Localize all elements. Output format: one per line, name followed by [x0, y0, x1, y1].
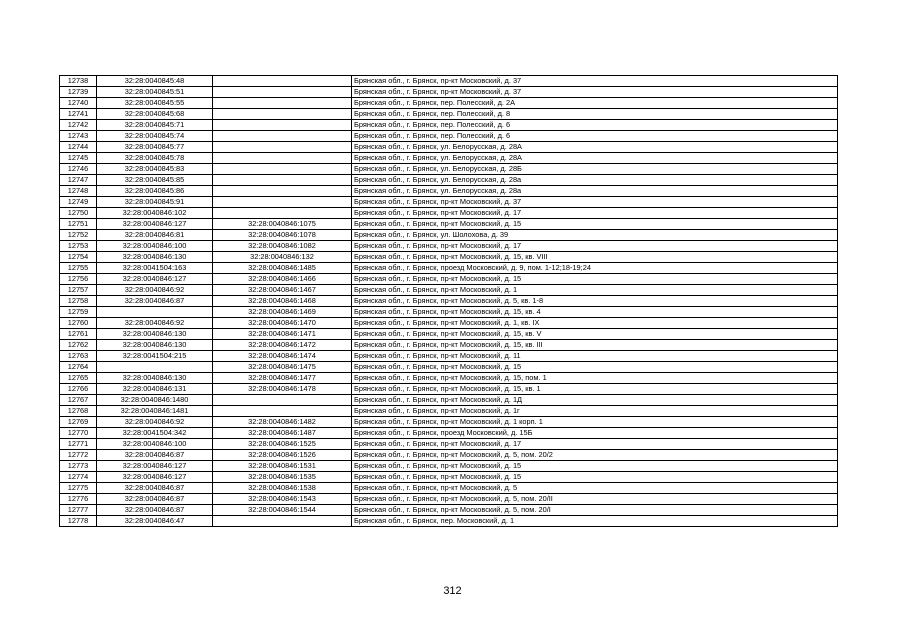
address-cell: Брянская обл., г. Брянск, пр-кт Московский, д. 11 [352, 351, 838, 362]
table-row [60, 296, 838, 307]
object-cadastral-number-cell [213, 186, 352, 197]
address-cell: Брянская обл., г. Брянск, ул. Белорусская, д. 28а [352, 175, 838, 186]
row-number-cell: 12752 [60, 230, 97, 241]
address-cell: Брянская обл., г. Брянск, пр-кт Московский, д. 15 [352, 362, 838, 373]
address-cell: Брянская обл., г. Брянск, пр-кт Московский, д. 15, кв. VIII [352, 252, 838, 263]
parcel-cadastral-number-cell: 32:28:0040846:127 [97, 472, 213, 483]
parcel-cadastral-number-cell: 32:28:0040846:127 [97, 461, 213, 472]
object-cadastral-number-cell: 32:28:0040846:1470 [213, 318, 352, 329]
table-row [60, 329, 838, 340]
address-cell: Брянская обл., г. Брянск, ул. Белорусская, д. 28А [352, 153, 838, 164]
parcel-cadastral-number-cell: 32:28:0040845:83 [97, 164, 213, 175]
row-number-cell: 12759 [60, 307, 97, 318]
object-cadastral-number-cell: 32:28:0040846:1485 [213, 263, 352, 274]
parcel-cadastral-number-cell: 32:28:0040846:92 [97, 318, 213, 329]
table-row [60, 76, 838, 87]
parcel-cadastral-number-cell: 32:28:0040846:127 [97, 274, 213, 285]
parcel-cadastral-number-cell: 32:28:0041504:342 [97, 428, 213, 439]
row-number-cell: 12756 [60, 274, 97, 285]
table-row [60, 131, 838, 142]
registry-table [59, 75, 838, 527]
parcel-cadastral-number-cell: 32:28:0040845:48 [97, 76, 213, 87]
address-cell: Брянская обл., г. Брянск, пр-кт Московский, д. 1 корп. 1 [352, 417, 838, 428]
address-cell: Брянская обл., г. Брянск, пр-кт Московский, д. 15, кв. 4 [352, 307, 838, 318]
address-cell: Брянская обл., г. Брянск, пр-кт Московский, д. 37 [352, 197, 838, 208]
parcel-cadastral-number-cell: 32:28:0040846:87 [97, 505, 213, 516]
address-cell: Брянская обл., г. Брянск, пер. Полесский, д. 6 [352, 131, 838, 142]
address-cell: Брянская обл., г. Брянск, ул. Шолохова, д. 39 [352, 230, 838, 241]
parcel-cadastral-number-cell: 32:28:0040845:55 [97, 98, 213, 109]
row-number-cell: 12767 [60, 395, 97, 406]
object-cadastral-number-cell: 32:28:0040846:1478 [213, 384, 352, 395]
table-row [60, 483, 838, 494]
address-cell: Брянская обл., г. Брянск, ул. Белорусская, д. 28а [352, 186, 838, 197]
table-row [60, 142, 838, 153]
row-number-cell: 12778 [60, 516, 97, 527]
object-cadastral-number-cell: 32:28:0040846:1475 [213, 362, 352, 373]
row-number-cell: 12772 [60, 450, 97, 461]
table-row [60, 494, 838, 505]
parcel-cadastral-number-cell: 32:28:0040846:130 [97, 329, 213, 340]
table-row [60, 230, 838, 241]
parcel-cadastral-number-cell: 32:28:0040846:130 [97, 340, 213, 351]
object-cadastral-number-cell: 32:28:0040846:1474 [213, 351, 352, 362]
parcel-cadastral-number-cell: 32:28:0040846:92 [97, 285, 213, 296]
address-cell: Брянская обл., г. Брянск, пр-кт Московский, д. 5 [352, 483, 838, 494]
object-cadastral-number-cell [213, 516, 352, 527]
address-cell: Брянская обл., г. Брянск, пр-кт Московский, д. 15, пом. 1 [352, 373, 838, 384]
row-number-cell: 12774 [60, 472, 97, 483]
object-cadastral-number-cell [213, 164, 352, 175]
address-cell: Брянская обл., г. Брянск, пер. Полесский, д. 6 [352, 120, 838, 131]
address-cell: Брянская обл., г. Брянск, пр-кт Московский, д. 17 [352, 439, 838, 450]
address-cell: Брянская обл., г. Брянск, пр-кт Московский, д. 5, пом. 20/I [352, 505, 838, 516]
object-cadastral-number-cell [213, 109, 352, 120]
row-number-cell: 12746 [60, 164, 97, 175]
table-row [60, 109, 838, 120]
parcel-cadastral-number-cell: 32:28:0041504:163 [97, 263, 213, 274]
table-row [60, 340, 838, 351]
parcel-cadastral-number-cell: 32:28:0040846:47 [97, 516, 213, 527]
object-cadastral-number-cell: 32:28:0040846:1469 [213, 307, 352, 318]
row-number-cell: 12775 [60, 483, 97, 494]
object-cadastral-number-cell: 32:28:0040846:1538 [213, 483, 352, 494]
parcel-cadastral-number-cell: 32:28:0040845:85 [97, 175, 213, 186]
object-cadastral-number-cell [213, 142, 352, 153]
object-cadastral-number-cell [213, 175, 352, 186]
parcel-cadastral-number-cell: 32:28:0040846:87 [97, 483, 213, 494]
address-cell: Брянская обл., г. Брянск, ул. Белорусская, д. 28Б [352, 164, 838, 175]
row-number-cell: 12773 [60, 461, 97, 472]
address-cell: Брянская обл., г. Брянск, пер. Полесский, д. 2А [352, 98, 838, 109]
table-row [60, 373, 838, 384]
table-row [60, 186, 838, 197]
object-cadastral-number-cell: 32:28:0040846:1531 [213, 461, 352, 472]
address-cell: Брянская обл., г. Брянск, пр-кт Московский, д. 15, кв. 1 [352, 384, 838, 395]
parcel-cadastral-number-cell: 32:28:0040846:87 [97, 450, 213, 461]
table-row [60, 219, 838, 230]
table-row [60, 362, 838, 373]
address-cell: Брянская обл., г. Брянск, пер. Московский, д. 1 [352, 516, 838, 527]
table-row [60, 285, 838, 296]
object-cadastral-number-cell [213, 76, 352, 87]
parcel-cadastral-number-cell: 32:28:0040845:71 [97, 120, 213, 131]
row-number-cell: 12748 [60, 186, 97, 197]
row-number-cell: 12744 [60, 142, 97, 153]
object-cadastral-number-cell [213, 98, 352, 109]
object-cadastral-number-cell: 32:28:0040846:1487 [213, 428, 352, 439]
table-row [60, 461, 838, 472]
table-row [60, 516, 838, 527]
table-row [60, 439, 838, 450]
object-cadastral-number-cell: 32:28:0040846:1544 [213, 505, 352, 516]
address-cell: Брянская обл., г. Брянск, проезд Московский, д. 15Б [352, 428, 838, 439]
address-cell: Брянская обл., г. Брянск, ул. Белорусская, д. 28А [352, 142, 838, 153]
row-number-cell: 12753 [60, 241, 97, 252]
parcel-cadastral-number-cell: 32:28:0040845:86 [97, 186, 213, 197]
registry-table-body [60, 76, 838, 527]
row-number-cell: 12764 [60, 362, 97, 373]
object-cadastral-number-cell: 32:28:0040846:1075 [213, 219, 352, 230]
parcel-cadastral-number-cell: 32:28:0040845:91 [97, 197, 213, 208]
table-row [60, 395, 838, 406]
object-cadastral-number-cell: 32:28:0040846:1472 [213, 340, 352, 351]
row-number-cell: 12762 [60, 340, 97, 351]
parcel-cadastral-number-cell [97, 307, 213, 318]
address-cell: Брянская обл., г. Брянск, пр-кт Московский, д. 15, кв. III [352, 340, 838, 351]
address-cell: Брянская обл., г. Брянск, проезд Московский, д. 9, пом. 1-12;18-19;24 [352, 263, 838, 274]
table-row [60, 472, 838, 483]
parcel-cadastral-number-cell [97, 362, 213, 373]
page-number: 312 [443, 585, 462, 597]
address-cell: Брянская обл., г. Брянск, пр-кт Московский, д. 37 [352, 76, 838, 87]
row-number-cell: 12741 [60, 109, 97, 120]
address-cell: Брянская обл., г. Брянск, пр-кт Московский, д. 15, кв. V [352, 329, 838, 340]
parcel-cadastral-number-cell: 32:28:0040846:87 [97, 494, 213, 505]
table-row [60, 450, 838, 461]
row-number-cell: 12776 [60, 494, 97, 505]
object-cadastral-number-cell [213, 120, 352, 131]
row-number-cell: 12749 [60, 197, 97, 208]
parcel-cadastral-number-cell: 32:28:0040846:127 [97, 219, 213, 230]
object-cadastral-number-cell: 32:28:0040846:1477 [213, 373, 352, 384]
parcel-cadastral-number-cell: 32:28:0040846:100 [97, 241, 213, 252]
parcel-cadastral-number-cell: 32:28:0040846:131 [97, 384, 213, 395]
address-cell: Брянская обл., г. Брянск, пр-кт Московский, д. 15 [352, 472, 838, 483]
row-number-cell: 12751 [60, 219, 97, 230]
object-cadastral-number-cell: 32:28:0040846:1082 [213, 241, 352, 252]
table-row [60, 153, 838, 164]
parcel-cadastral-number-cell: 32:28:0040845:78 [97, 153, 213, 164]
address-cell: Брянская обл., г. Брянск, пр-кт Московский, д. 15 [352, 274, 838, 285]
row-number-cell: 12770 [60, 428, 97, 439]
row-number-cell: 12747 [60, 175, 97, 186]
table-row [60, 120, 838, 131]
row-number-cell: 12742 [60, 120, 97, 131]
table-row [60, 417, 838, 428]
object-cadastral-number-cell [213, 153, 352, 164]
row-number-cell: 12754 [60, 252, 97, 263]
object-cadastral-number-cell: 32:28:0040846:1078 [213, 230, 352, 241]
row-number-cell: 12761 [60, 329, 97, 340]
object-cadastral-number-cell: 32:28:0040846:1525 [213, 439, 352, 450]
address-cell: Брянская обл., г. Брянск, пер. Полесский, д. 8 [352, 109, 838, 120]
object-cadastral-number-cell: 32:28:0040846:1471 [213, 329, 352, 340]
row-number-cell: 12757 [60, 285, 97, 296]
table-row [60, 307, 838, 318]
row-number-cell: 12771 [60, 439, 97, 450]
row-number-cell: 12765 [60, 373, 97, 384]
address-cell: Брянская обл., г. Брянск, пр-кт Московский, д. 17 [352, 241, 838, 252]
object-cadastral-number-cell [213, 395, 352, 406]
row-number-cell: 12763 [60, 351, 97, 362]
table-row [60, 197, 838, 208]
row-number-cell: 12766 [60, 384, 97, 395]
address-cell: Брянская обл., г. Брянск, пр-кт Московский, д. 37 [352, 87, 838, 98]
table-row [60, 252, 838, 263]
parcel-cadastral-number-cell: 32:28:0040846:130 [97, 373, 213, 384]
object-cadastral-number-cell: 32:28:0040846:132 [213, 252, 352, 263]
parcel-cadastral-number-cell: 32:28:0040845:77 [97, 142, 213, 153]
parcel-cadastral-number-cell: 32:28:0040846:102 [97, 208, 213, 219]
table-row [60, 318, 838, 329]
row-number-cell: 12740 [60, 98, 97, 109]
table-row [60, 175, 838, 186]
object-cadastral-number-cell: 32:28:0040846:1467 [213, 285, 352, 296]
table-row [60, 274, 838, 285]
table-row [60, 351, 838, 362]
row-number-cell: 12745 [60, 153, 97, 164]
row-number-cell: 12738 [60, 76, 97, 87]
object-cadastral-number-cell: 32:28:0040846:1535 [213, 472, 352, 483]
object-cadastral-number-cell: 32:28:0040846:1466 [213, 274, 352, 285]
table-row [60, 384, 838, 395]
row-number-cell: 12743 [60, 131, 97, 142]
parcel-cadastral-number-cell: 32:28:0040845:74 [97, 131, 213, 142]
table-row [60, 428, 838, 439]
parcel-cadastral-number-cell: 32:28:0040846:92 [97, 417, 213, 428]
parcel-cadastral-number-cell: 32:28:0040845:68 [97, 109, 213, 120]
parcel-cadastral-number-cell: 32:28:0040846:100 [97, 439, 213, 450]
row-number-cell: 12760 [60, 318, 97, 329]
parcel-cadastral-number-cell: 32:28:0040846:1480 [97, 395, 213, 406]
table-row [60, 164, 838, 175]
address-cell: Брянская обл., г. Брянск, пр-кт Московский, д. 1, кв. IX [352, 318, 838, 329]
address-cell: Брянская обл., г. Брянск, пр-кт Московский, д. 5, пом. 20/2 [352, 450, 838, 461]
object-cadastral-number-cell [213, 87, 352, 98]
parcel-cadastral-number-cell: 32:28:0040846:81 [97, 230, 213, 241]
row-number-cell: 12777 [60, 505, 97, 516]
row-number-cell: 12755 [60, 263, 97, 274]
table-row [60, 263, 838, 274]
object-cadastral-number-cell: 32:28:0040846:1526 [213, 450, 352, 461]
address-cell: Брянская обл., г. Брянск, пр-кт Московский, д. 1Д [352, 395, 838, 406]
address-cell: Брянская обл., г. Брянск, пр-кт Московский, д. 5, пом. 20/II [352, 494, 838, 505]
row-number-cell: 12739 [60, 87, 97, 98]
parcel-cadastral-number-cell: 32:28:0040846:1481 [97, 406, 213, 417]
object-cadastral-number-cell: 32:28:0040846:1543 [213, 494, 352, 505]
object-cadastral-number-cell: 32:28:0040846:1468 [213, 296, 352, 307]
parcel-cadastral-number-cell: 32:28:0040845:51 [97, 87, 213, 98]
address-cell: Брянская обл., г. Брянск, пр-кт Московский, д. 15 [352, 461, 838, 472]
row-number-cell: 12769 [60, 417, 97, 428]
parcel-cadastral-number-cell: 32:28:0041504:215 [97, 351, 213, 362]
object-cadastral-number-cell: 32:28:0040846:1482 [213, 417, 352, 428]
table-row [60, 208, 838, 219]
row-number-cell: 12750 [60, 208, 97, 219]
address-cell: Брянская обл., г. Брянск, пр-кт Московский, д. 17 [352, 208, 838, 219]
parcel-cadastral-number-cell: 32:28:0040846:87 [97, 296, 213, 307]
parcel-cadastral-number-cell: 32:28:0040846:130 [97, 252, 213, 263]
object-cadastral-number-cell [213, 406, 352, 417]
table-row [60, 241, 838, 252]
table-row [60, 505, 838, 516]
address-cell: Брянская обл., г. Брянск, пр-кт Московский, д. 5, кв. 1-8 [352, 296, 838, 307]
table-row [60, 406, 838, 417]
address-cell: Брянская обл., г. Брянск, пр-кт Московский, д. 1 [352, 285, 838, 296]
object-cadastral-number-cell [213, 208, 352, 219]
object-cadastral-number-cell [213, 197, 352, 208]
row-number-cell: 12758 [60, 296, 97, 307]
object-cadastral-number-cell [213, 131, 352, 142]
address-cell: Брянская обл., г. Брянск, пр-кт Московский, д. 15 [352, 219, 838, 230]
address-cell: Брянская обл., г. Брянск, пр-кт Московский, д. 1г [352, 406, 838, 417]
row-number-cell: 12768 [60, 406, 97, 417]
table-row [60, 98, 838, 109]
table-row [60, 87, 838, 98]
